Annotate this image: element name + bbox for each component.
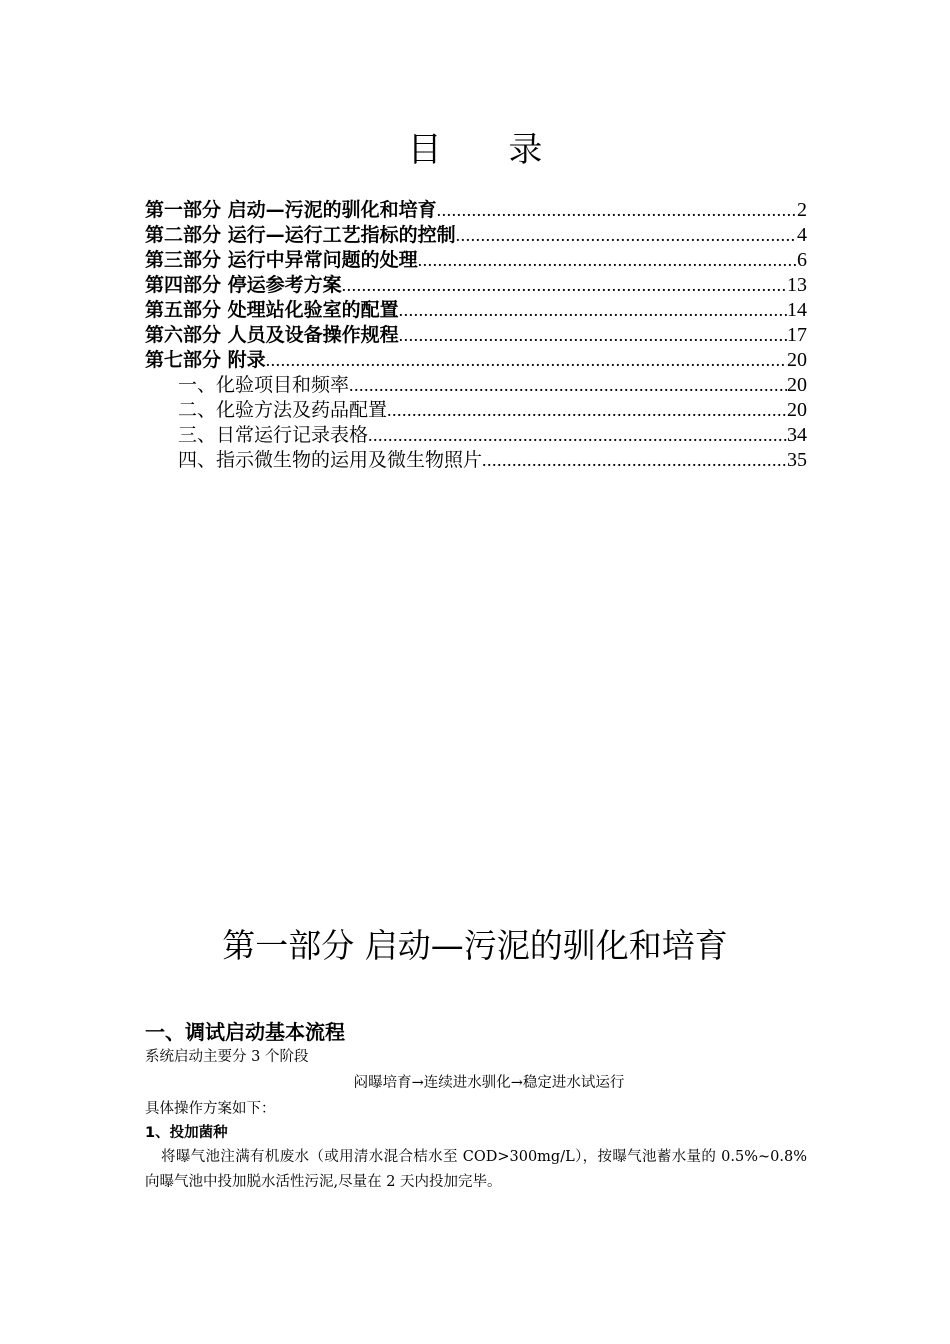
toc-entry[interactable] bbox=[145, 223, 807, 248]
section-heading: 一、调试启动基本流程 bbox=[145, 1020, 345, 1044]
toc-title: 目 录 bbox=[407, 130, 571, 170]
toc-subentry-page: 20 bbox=[787, 399, 807, 421]
toc-subentry[interactable] bbox=[145, 398, 807, 423]
step-paragraph: 将曝气池注满有机废水（或用清水混合桔水至 COD>300mg/L），按曝气池蓄水量的 0.5%~0.8%向曝气池中投加脱水活性污泥,尽量在 2 天内投加完毕。 bbox=[145, 1149, 807, 1190]
toc-leader-dots bbox=[368, 423, 787, 448]
toc-entry-label: 第二部分 运行—运行工艺指标的控制 bbox=[145, 224, 456, 246]
toc-subentry-label: 二、化验方法及药品配置 bbox=[178, 399, 388, 421]
intro-paragraph: 系统启动主要分 3 个阶段 bbox=[145, 1049, 309, 1065]
toc-leader-dots bbox=[349, 373, 787, 398]
toc-entry-page: 14 bbox=[787, 299, 807, 321]
step-heading: 1、投加菌种 bbox=[145, 1125, 228, 1141]
toc-subentry-label: 四、指示微生物的运用及微生物照片 bbox=[178, 449, 483, 471]
toc-entry-page: 20 bbox=[787, 349, 807, 371]
plan-intro: 具体操作方案如下： bbox=[145, 1101, 276, 1117]
toc-entry-page: 6 bbox=[797, 249, 807, 271]
toc-entry[interactable] bbox=[145, 273, 807, 298]
toc-entry-label: 第四部分 停运参考方案 bbox=[145, 274, 342, 296]
toc-leader-dots bbox=[482, 448, 787, 473]
toc-leader-dots bbox=[387, 398, 787, 423]
toc-entry-label: 第七部分 附录 bbox=[145, 349, 266, 371]
toc-entry-page: 4 bbox=[797, 224, 807, 246]
toc-entry[interactable] bbox=[145, 198, 807, 223]
table-of-contents bbox=[145, 198, 807, 473]
toc-entry-label: 第三部分 运行中异常问题的处理 bbox=[145, 249, 418, 271]
toc-leader-dots bbox=[399, 298, 787, 323]
toc-subentry-page: 34 bbox=[787, 424, 807, 446]
toc-entry-label: 第一部分 启动—污泥的驯化和培育 bbox=[145, 199, 437, 221]
toc-leader-dots bbox=[342, 273, 787, 298]
toc-entry-page: 17 bbox=[787, 324, 807, 346]
toc-entry[interactable] bbox=[145, 298, 807, 323]
toc-leader-dots bbox=[456, 223, 797, 248]
toc-leader-dots bbox=[266, 348, 787, 373]
toc-subentry[interactable] bbox=[145, 373, 807, 398]
toc-leader-dots bbox=[399, 323, 787, 348]
toc-entry[interactable] bbox=[145, 248, 807, 273]
toc-entry[interactable] bbox=[145, 323, 807, 348]
toc-entry-page: 13 bbox=[787, 274, 807, 296]
toc-entry-label: 第五部分 处理站化验室的配置 bbox=[145, 299, 399, 321]
toc-subentry-label: 三、日常运行记录表格 bbox=[178, 424, 369, 446]
process-flow: 闷曝培育→连续进水驯化→稳定进水试运行 bbox=[353, 1075, 625, 1091]
toc-subentry[interactable] bbox=[145, 448, 807, 473]
toc-subentry[interactable] bbox=[145, 423, 807, 448]
toc-subentry-label: 一、化验项目和频率 bbox=[178, 374, 350, 396]
toc-entry[interactable] bbox=[145, 348, 807, 373]
toc-entry-label: 第六部分 人员及设备操作规程 bbox=[145, 324, 399, 346]
part-title: 第一部分 启动—污泥的驯化和培育 bbox=[222, 926, 728, 965]
toc-entry-page: 2 bbox=[797, 199, 807, 221]
toc-leader-dots bbox=[418, 248, 797, 273]
toc-leader-dots bbox=[437, 198, 797, 223]
toc-subentry-page: 35 bbox=[787, 449, 807, 471]
toc-subentry-page: 20 bbox=[787, 374, 807, 396]
